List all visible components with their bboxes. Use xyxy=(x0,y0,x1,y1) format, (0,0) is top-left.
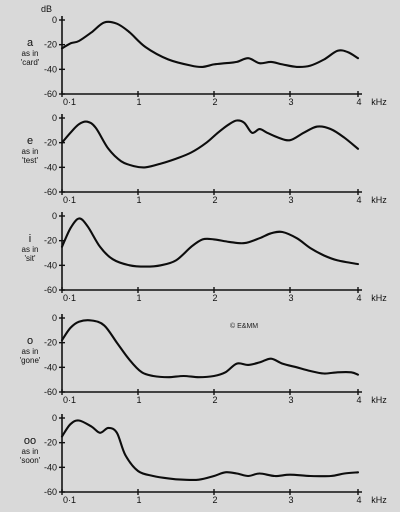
y-tick-label: -20 xyxy=(43,137,57,148)
panel-oo xyxy=(20,413,387,505)
vowel-caption: as in xyxy=(21,245,39,254)
x-tick-label: 0·1 xyxy=(63,293,77,303)
spectrum-curve-oo xyxy=(62,420,358,480)
vowel-label: a xyxy=(26,37,34,49)
y-tick-label: -20 xyxy=(43,39,57,50)
vowel-caption: 'gone' xyxy=(19,356,41,365)
vowel-caption: as in xyxy=(21,49,39,58)
x-tick-label: 2 xyxy=(212,195,218,205)
x-unit-label: kHz xyxy=(371,97,387,107)
x-tick-label: 2 xyxy=(212,495,218,505)
x-unit-label: kHz xyxy=(371,195,387,205)
vowel-caption: as in xyxy=(21,347,39,356)
x-tick-label: 4 xyxy=(356,293,362,303)
x-tick-label: 4 xyxy=(356,195,362,205)
y-tick-label: -60 xyxy=(43,387,57,397)
panel-i xyxy=(22,211,388,303)
x-tick-label: 3 xyxy=(288,97,294,107)
vowel-label: o xyxy=(26,335,34,347)
x-tick-label: 1 xyxy=(136,293,142,303)
y-tick-label: 0 xyxy=(51,413,57,423)
y-tick-label: -40 xyxy=(43,462,57,473)
y-tick-label: -20 xyxy=(43,337,57,348)
x-tick-label: 4 xyxy=(356,97,362,107)
vowel-caption: as in xyxy=(21,447,39,456)
y-tick-label: -20 xyxy=(43,437,57,448)
x-tick-label: 3 xyxy=(288,395,294,405)
x-tick-label: 1 xyxy=(136,195,142,205)
vowel-caption: as in xyxy=(21,147,39,156)
spectrum-curve-i xyxy=(62,218,358,266)
spectrum-curve-o xyxy=(62,320,358,377)
spectrum-curve-e xyxy=(62,120,358,167)
panel-a xyxy=(21,15,388,107)
x-tick-label: 0·1 xyxy=(63,395,77,405)
y-tick-label: -20 xyxy=(43,235,57,246)
vowel-label: oo xyxy=(23,435,37,447)
x-unit-label: kHz xyxy=(371,395,387,405)
y-tick-label: -40 xyxy=(43,162,57,173)
y-tick-label: -40 xyxy=(43,362,57,373)
x-tick-label: 0·1 xyxy=(63,97,77,107)
panel-e xyxy=(22,113,388,205)
vowel-label: i xyxy=(28,233,32,245)
x-tick-label: 2 xyxy=(212,395,218,405)
x-tick-label: 2 xyxy=(212,293,218,303)
y-tick-label: 0 xyxy=(51,15,57,25)
y-tick-label: 0 xyxy=(51,211,57,221)
y-tick-label: -40 xyxy=(43,64,57,75)
x-tick-label: 4 xyxy=(356,495,362,505)
x-tick-label: 1 xyxy=(136,495,142,505)
y-tick-label: -60 xyxy=(43,285,57,295)
y-tick-label: -40 xyxy=(43,260,57,271)
y-tick-label: -60 xyxy=(43,187,57,197)
y-tick-label: -60 xyxy=(43,89,57,99)
db-unit-label: dB xyxy=(41,4,53,14)
credit-note: © E&MM xyxy=(230,323,259,330)
vowel-caption: 'sit' xyxy=(24,254,36,263)
x-tick-label: 3 xyxy=(288,195,294,205)
vowel-label: e xyxy=(26,135,34,147)
x-tick-label: 1 xyxy=(136,97,142,107)
x-unit-label: kHz xyxy=(371,293,387,303)
x-tick-label: 0·1 xyxy=(63,495,77,505)
x-tick-label: 1 xyxy=(136,395,142,405)
vowel-caption: 'test' xyxy=(22,156,38,165)
x-tick-label: 4 xyxy=(356,395,362,405)
y-tick-label: 0 xyxy=(51,113,57,123)
x-tick-label: 0·1 xyxy=(63,195,77,205)
y-tick-label: 0 xyxy=(51,313,57,323)
x-tick-label: 3 xyxy=(288,293,294,303)
x-tick-label: 2 xyxy=(212,97,218,107)
y-tick-label: -60 xyxy=(43,487,57,497)
spectrum-curve-a xyxy=(62,22,358,67)
vowel-caption: 'card' xyxy=(20,58,40,67)
panel-o xyxy=(20,313,388,405)
vowel-caption: 'soon' xyxy=(19,456,41,465)
x-tick-label: 3 xyxy=(288,495,294,505)
x-unit-label: kHz xyxy=(371,495,387,505)
panels-group xyxy=(20,15,388,505)
